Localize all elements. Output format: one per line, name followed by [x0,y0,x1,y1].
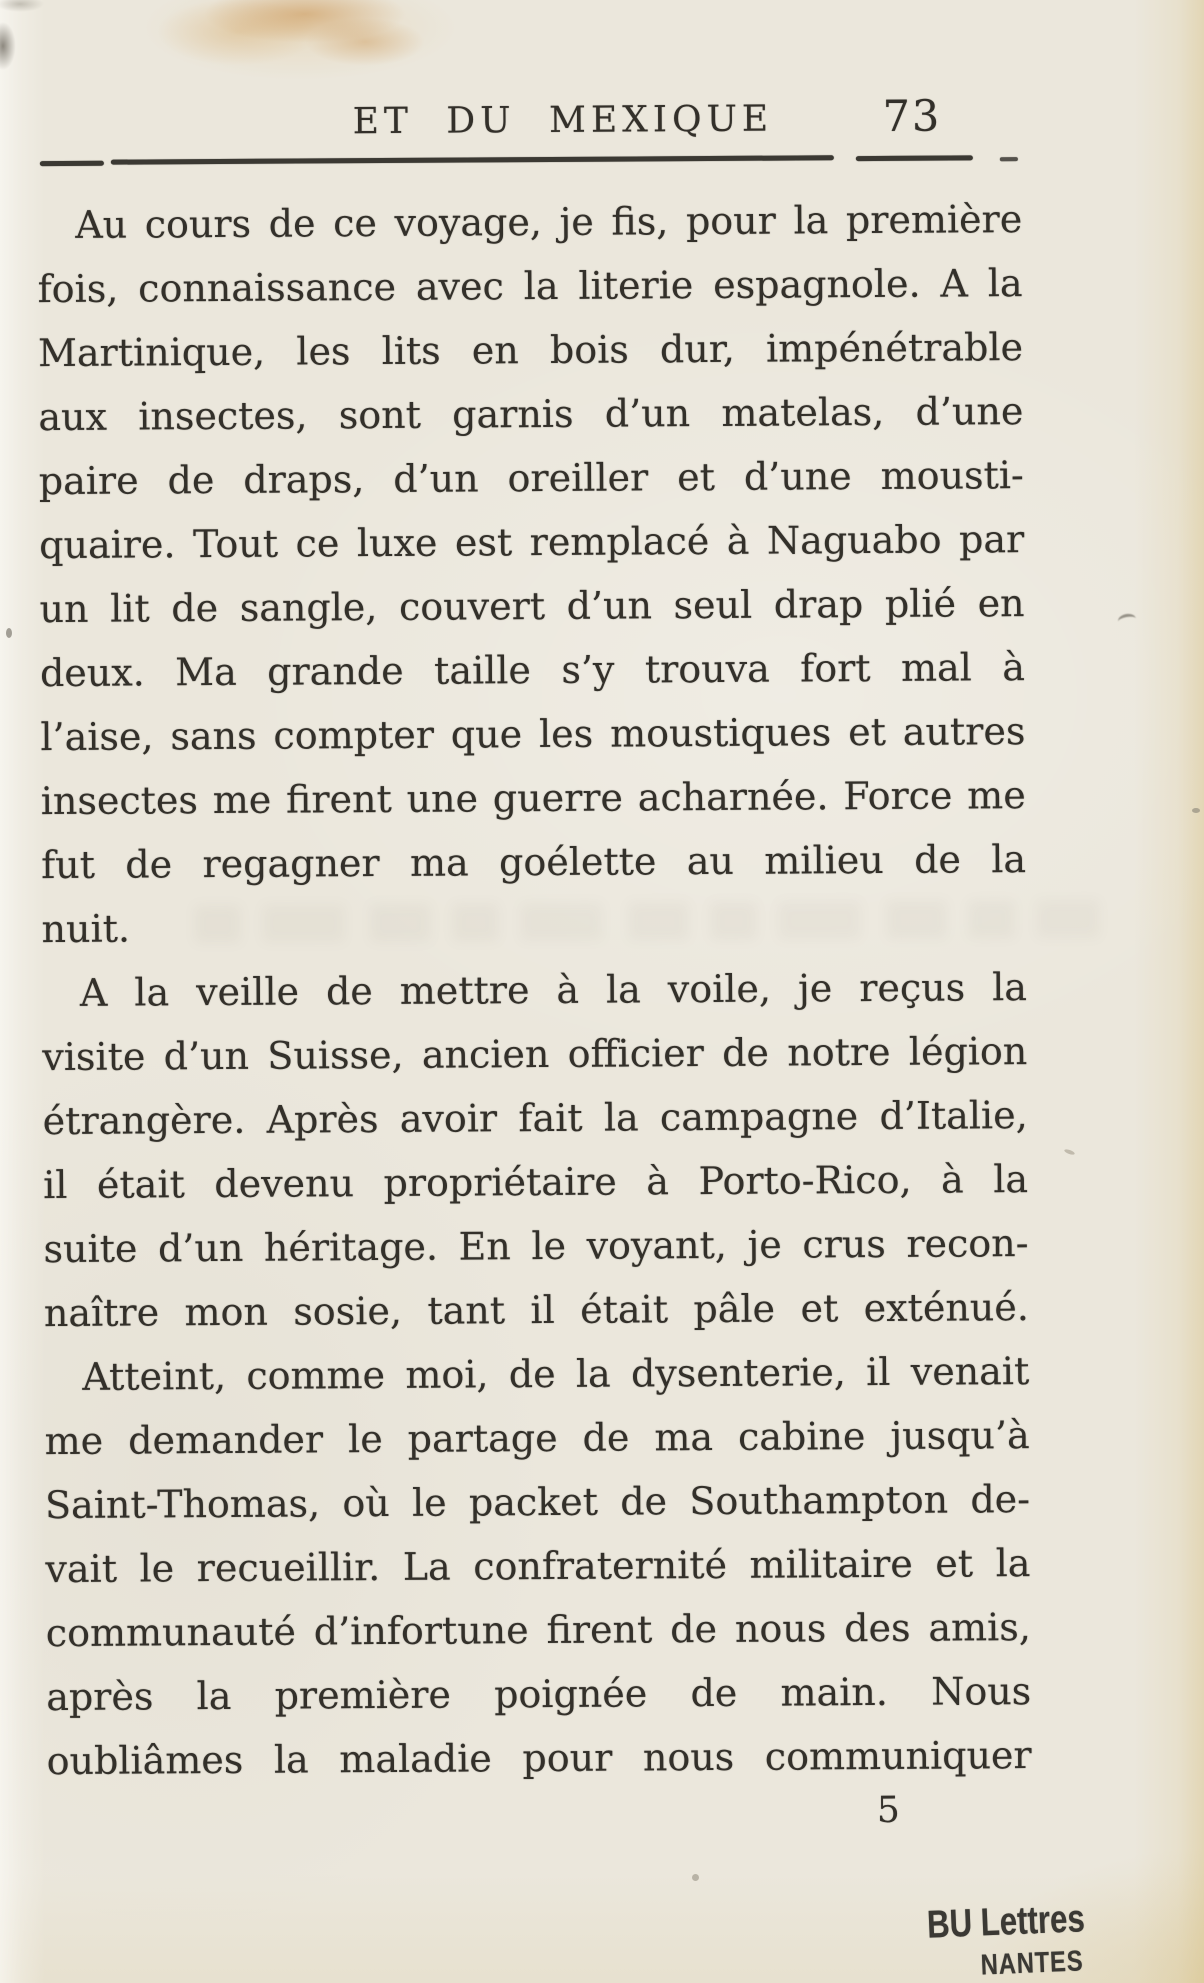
text-line: deux. Ma grande taille s’y trouva fort mal à [39,645,1026,696]
paper-speck [1192,808,1200,813]
signature-mark: 5 [876,1789,900,1832]
text-line: insectes me firent une guerre acharnée. Force me [40,773,1026,824]
text-line: aux insectes, sont garnis d’un matelas, d’une [38,389,1024,440]
header-rule-segment [111,155,834,164]
text-line: visite d’un Suisse, ancien officier de notre légion [42,1029,1028,1080]
stamp-line-2: NANTES [980,1945,1085,1982]
running-title: ET DU MEXIQUE [352,98,774,143]
text-line: étrangère. Après avoir fait la campagne d’Italie, [42,1093,1028,1144]
text-line: après la première poignée de main. Nous [46,1669,1032,1720]
text-line: fois, connaissance avec la literie espagnole. A la [37,261,1023,312]
text-line: il était devenu propriétaire à Porto-Rico, à la [42,1157,1029,1208]
text-line: Martinique, les lits en bois dur, impénétrable [37,325,1024,376]
text-line: paire de draps, d’un oreiller et d’une mousti- [38,453,1024,504]
text-line: un lit de sangle, couvert d’un seul drap plié en [39,581,1025,632]
text-line: A la veille de mettre à la voile, je reçus la [79,965,1028,1015]
text-line: me demander le partage de ma cabine jusqu’à [44,1413,1030,1464]
text-line: l’aise, sans compter que les moustiques et autres [40,709,1026,760]
stamp-line-1: BU Lettres [926,1897,1086,1947]
text-line: Saint-Thomas, où le packet de Southampton de- [44,1477,1031,1528]
text-line: Au cours de ce voyage, je fis, pour la première [75,197,1023,247]
paper-speck [6,628,12,638]
header-rule-segment [1000,157,1018,161]
paper-speck [692,1874,699,1881]
text-line: oubliâmes la maladie pour nous communiquer [46,1733,1032,1784]
header-rule-segment [856,155,973,161]
text-line: fut de regagner ma goélette au milieu de la [41,837,1027,888]
text-line: suite d’un héritage. En le voyant, je crus recon- [43,1221,1029,1272]
body-text [37,187,1032,1793]
library-stamp [926,1894,1159,1983]
page-number: 73 [882,91,942,142]
text-line: vait le recueillir. La confraternité militaire et la [45,1541,1031,1592]
text-line: quaire. Tout ce luxe est remplacé à Naguabo par [39,517,1025,568]
header-rule-segment [40,161,104,166]
text-line: nuit. [41,906,131,952]
text-line: Atteint, comme moi, de la dysenterie, il venait [82,1349,1030,1399]
text-line: naître mon sosie, tant il était pâle et exténué. [43,1285,1030,1336]
text-line: communauté d’infortune firent de nous des amis, [45,1605,1031,1656]
